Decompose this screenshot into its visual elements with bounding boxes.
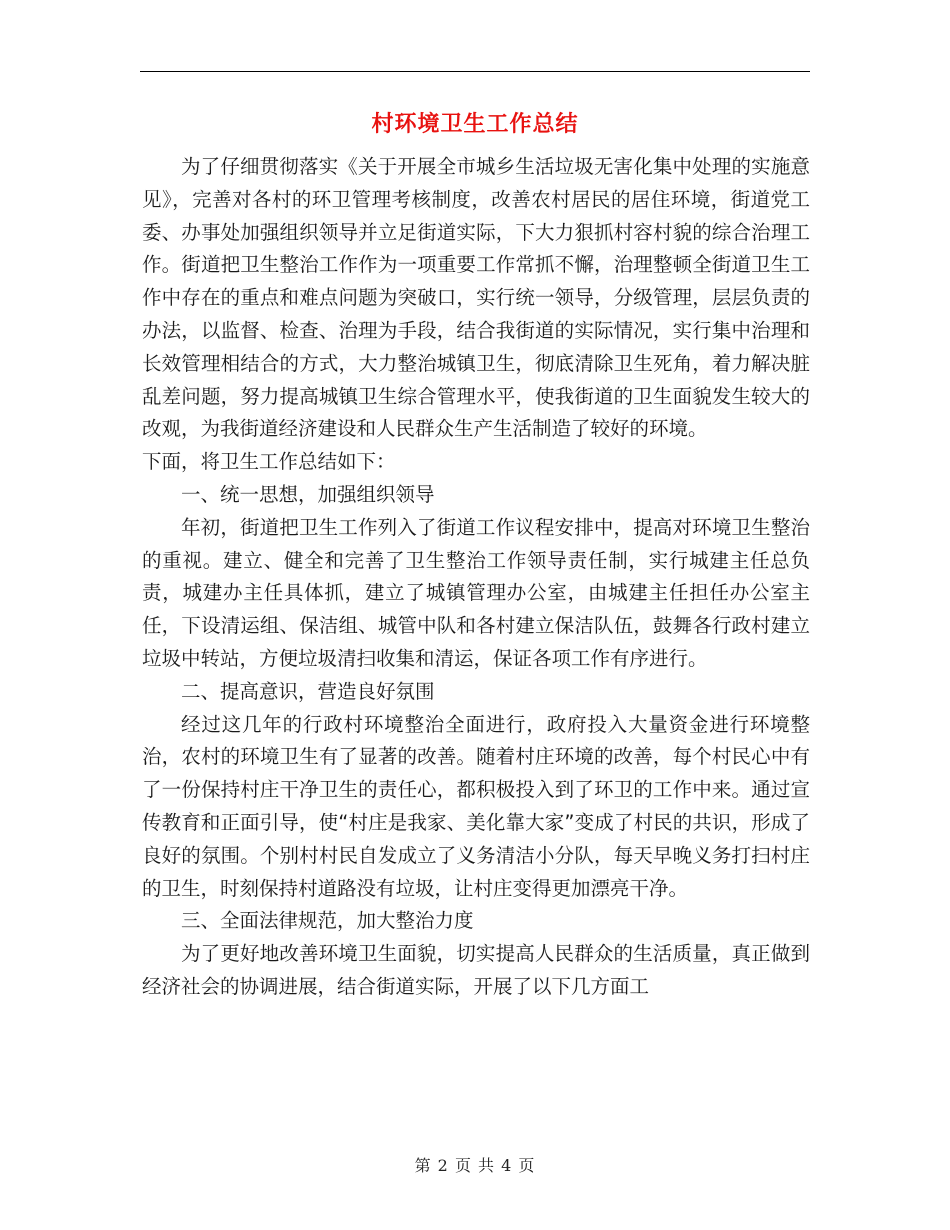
page-footer: 第 2 页 共 4 页 [414, 1156, 536, 1175]
section-2-paragraph: 经过这几年的行政村环境整治全面进行，政府投入大量资金进行环境整治，农村的环境卫生有了显著的改善。随着村庄环境的改善，每个村民心中有了一份保持村庄干净卫生的责任心，都积极投入到了环卫的工作中来。通过宣传教育和正面引导，使“村庄是我家、美化靠大家”变成了村民的共识，形成了良好的氛围。个别村村民自发成立了义务清洁小分队，每天早晚义务打扫村庄的卫生，时刻保持村道路没有垃圾，让村庄变得更加漂亮干净。 [142, 712, 810, 900]
document-body [142, 151, 810, 1004]
header-rule [140, 71, 810, 72]
summary-lead-line: 下面，将卫生工作总结如下： [142, 450, 396, 474]
section-3-paragraph: 为了更好地改善环境卫生面貌，切实提高人民群众的生活质量，真正做到经济社会的协调进展，结合街道实际，开展了以下几方面工 [142, 942, 810, 998]
section-1-paragraph: 年初，街道把卫生工作列入了街道工作议程安排中，提高对环境卫生整治的重视。建立、健全和完善了卫生整治工作领导责任制，实行城建主任总负责，城建办主任具体抓，建立了城镇管理办公室，由城建主任担任办公室主任，下设清运组、保洁组、城管中队和各村建立保洁队伍，鼓舞各行政村建立垃圾中转站，方便垃圾清扫收集和清运，保证各项工作有序进行。 [142, 515, 810, 670]
section-heading-3: 三、全面法律规范，加大整治力度 [181, 909, 474, 933]
section-heading-1: 一、统一思想，加强组织领导 [181, 482, 435, 506]
intro-paragraph: 为了仔细贯彻落实《关于开展全市城乡生活垃圾无害化集中处理的实施意见》，完善对各村的环卫管理考核制度，改善农村居民的居住环境，街道党工委、办事处加强组织领导并立足街道实际，下大力狠抓村容村貌的综合治理工作。街道把卫生整治工作作为一项重要工作常抓不懈，治理整顿全街道卫生工作中存在的重点和难点问题为突破口，实行统一领导，分级管理，层层负责的办法，以监督、检查、治理为手段，结合我街道的实际情况，实行集中治理和长效管理相结合的方式，大力整治城镇卫生，彻底清除卫生死角，着力解决脏乱差问题，努力提高城镇卫生综合管理水平，使我街道的卫生面貌发生较大的改观，为我街道经济建设和人民群众生产生活制造了较好的环境。 [142, 155, 810, 441]
document-title: 村环境卫生工作总结 [371, 112, 579, 137]
section-heading-2: 二、提高意识，营造良好氛围 [181, 679, 435, 703]
